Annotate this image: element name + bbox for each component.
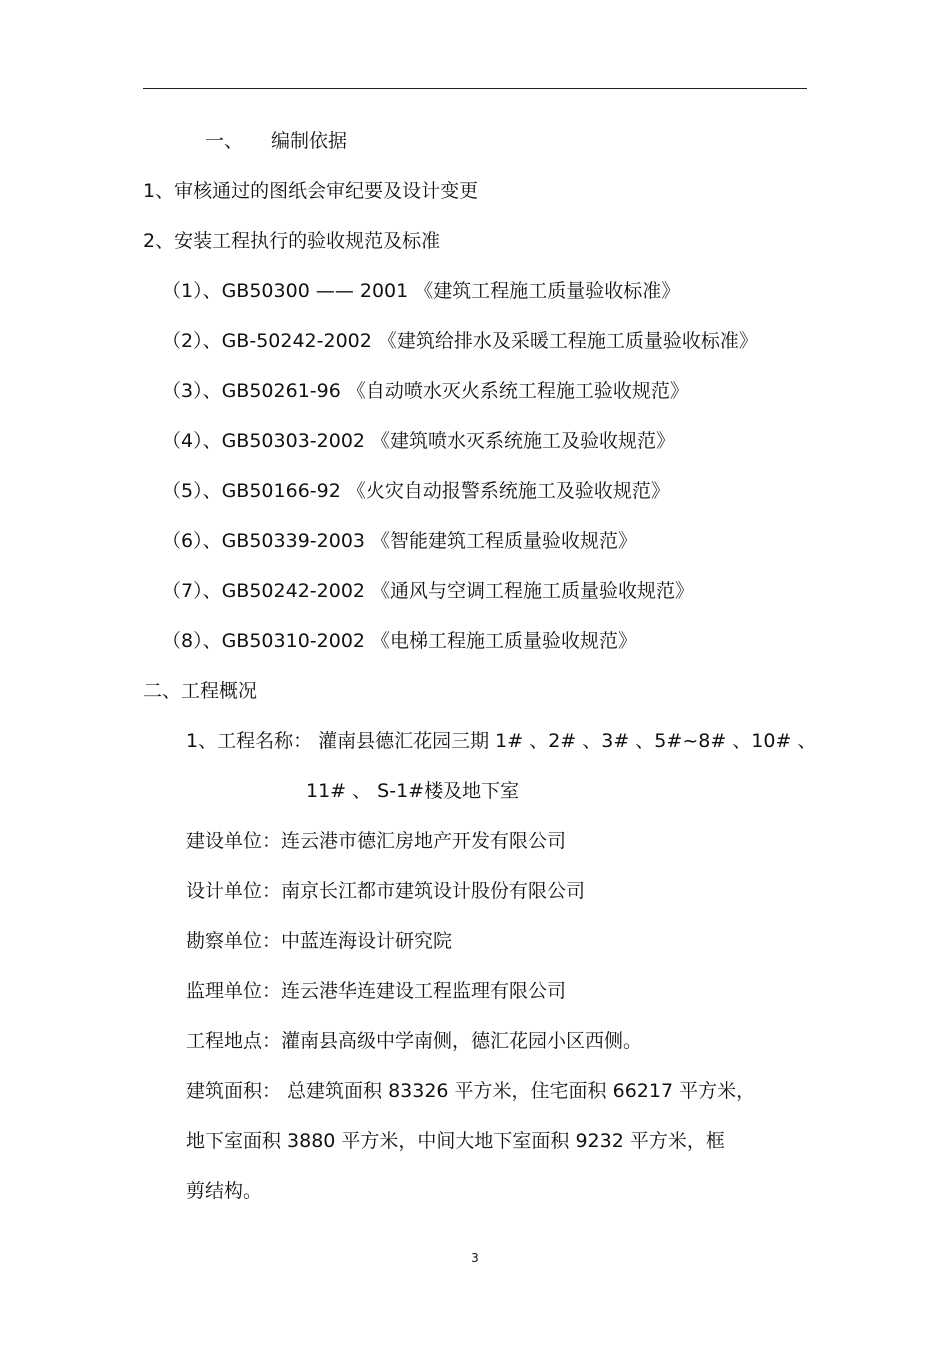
section2-heading: 二、工程概况 bbox=[143, 680, 258, 702]
standard-item: （5）、GB50166-92 《火灾自动报警系统施工及验收规范》 bbox=[162, 480, 670, 502]
standard-item: （6）、GB50339-2003 《智能建筑工程质量验收规范》 bbox=[162, 530, 638, 552]
project-location: 工程地点：灌南县高级中学南侧，德汇花园小区西侧。 bbox=[186, 1030, 643, 1052]
header-rule bbox=[143, 88, 807, 89]
standard-item: （3）、GB50261-96 《自动喷水灭火系统工程施工验收规范》 bbox=[162, 380, 689, 402]
project-name-line1: 1、工程名称： 灌南县德汇花园三期 1# 、2# 、3# 、5#~8# 、10# 、 bbox=[186, 730, 817, 752]
design-unit: 设计单位：南京长江都市建筑设计股份有限公司 bbox=[186, 880, 586, 902]
standard-item: （8）、GB50310-2002 《电梯工程施工质量验收规范》 bbox=[162, 630, 638, 652]
section1-heading-text: 编制依据 bbox=[271, 130, 348, 152]
standard-item: （4）、GB50303-2002 《建筑喷水灭系统施工及验收规范》 bbox=[162, 430, 676, 452]
page-number: 3 bbox=[471, 1251, 479, 1265]
basis-item-2: 2、安装工程执行的验收规范及标准 bbox=[143, 230, 441, 252]
survey-unit: 勘察单位：中蓝连海设计研究院 bbox=[186, 930, 453, 952]
project-name-line2: 11# 、 S-1#楼及地下室 bbox=[306, 780, 520, 802]
standard-item: （2）、GB-50242-2002 《建筑给排水及采暖工程施工质量验收标准》 bbox=[162, 330, 758, 352]
building-area-line1: 建筑面积： 总建筑面积 83326 平方米，住宅面积 66217 平方米， bbox=[186, 1080, 756, 1102]
construction-unit: 建设单位：连云港市德汇房地产开发有限公司 bbox=[186, 830, 567, 852]
supervision-unit: 监理单位：连云港华连建设工程监理有限公司 bbox=[186, 980, 567, 1002]
basis-item-1: 1、审核通过的图纸会审纪要及设计变更 bbox=[143, 180, 479, 202]
section1-heading bbox=[205, 129, 347, 153]
section1-heading-number: 一、 bbox=[205, 130, 244, 152]
building-area-line3: 剪结构。 bbox=[186, 1180, 263, 1202]
standard-item: （7）、GB50242-2002 《通风与空调工程施工质量验收规范》 bbox=[162, 580, 695, 602]
standard-item: （1）、GB50300 —— 2001 《建筑工程施工质量验收标准》 bbox=[162, 280, 681, 302]
building-area-line2: 地下室面积 3880 平方米，中间大地下室面积 9232 平方米，框 bbox=[186, 1130, 725, 1152]
